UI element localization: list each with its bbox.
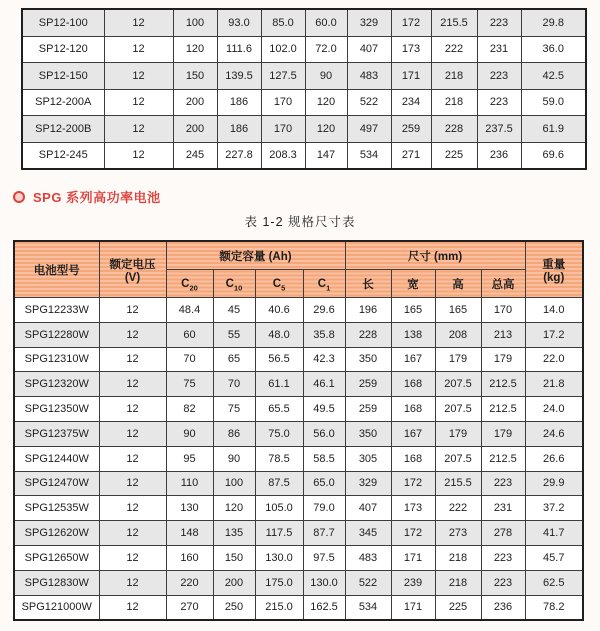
value-cell: 160 [166, 545, 213, 570]
value-cell: 70 [166, 347, 213, 372]
value-cell: 69.6 [521, 142, 586, 169]
table-row [14, 570, 583, 595]
value-cell: 41.7 [525, 521, 583, 546]
value-cell: 24.6 [525, 421, 583, 446]
value-cell: 12 [104, 89, 173, 116]
header-capacity-group: 额定容量 (Ah) [166, 241, 345, 270]
value-cell: 127.5 [261, 63, 305, 90]
header-voltage-label: 额定电压 [109, 258, 156, 271]
value-cell: 168 [391, 397, 435, 422]
value-cell: 239 [391, 570, 435, 595]
value-cell: 120 [213, 496, 255, 521]
value-cell: 75 [213, 397, 255, 422]
value-cell: 29.6 [303, 298, 345, 323]
header-model: 电池型号 [14, 241, 99, 298]
circle-bullet-icon [13, 191, 25, 203]
value-cell: 12 [99, 595, 166, 620]
value-cell: 12 [104, 9, 173, 36]
value-cell: 29.8 [521, 9, 586, 36]
value-cell: 227.8 [217, 142, 261, 169]
model-cell: SPG12375W [14, 421, 99, 446]
c5-base: C [272, 277, 282, 290]
value-cell: 167 [391, 347, 435, 372]
value-cell: 223 [481, 471, 525, 496]
value-cell: 271 [391, 142, 431, 169]
model-cell: SPG12470W [14, 471, 99, 496]
table-row [22, 89, 586, 116]
header-size-group: 尺寸 (mm) [345, 241, 525, 270]
value-cell: 173 [391, 36, 431, 63]
model-cell: SPG12320W [14, 372, 99, 397]
value-cell: 135 [213, 521, 255, 546]
value-cell: 172 [391, 9, 431, 36]
value-cell: 168 [391, 446, 435, 471]
value-cell: 148 [166, 521, 213, 546]
value-cell: 245 [173, 142, 217, 169]
value-cell: 42.3 [303, 347, 345, 372]
table-row [14, 471, 583, 496]
value-cell: 65.0 [303, 471, 345, 496]
value-cell: 222 [435, 496, 481, 521]
value-cell: 65.5 [255, 397, 303, 422]
value-cell: 218 [431, 63, 477, 90]
value-cell: 58.5 [303, 446, 345, 471]
value-cell: 168 [391, 372, 435, 397]
value-cell: 350 [345, 421, 391, 446]
value-cell: 12 [99, 570, 166, 595]
value-cell: 170 [261, 116, 305, 143]
header-c10 [213, 270, 255, 298]
table-row [14, 521, 583, 546]
value-cell: 179 [481, 347, 525, 372]
value-cell: 208.3 [261, 142, 305, 169]
value-cell: 250 [213, 595, 255, 620]
header-total-height: 总高 [481, 270, 525, 298]
c20-sub: 20 [189, 282, 198, 292]
value-cell: 223 [477, 89, 521, 116]
value-cell: 49.5 [303, 397, 345, 422]
c20-base: C [181, 277, 190, 290]
table-row [14, 298, 583, 323]
value-cell: 162.5 [303, 595, 345, 620]
value-cell: 22.0 [525, 347, 583, 372]
value-cell: 130.0 [303, 570, 345, 595]
header-weight-unit: (kg) [543, 271, 565, 284]
value-cell: 208 [435, 322, 481, 347]
table-row [14, 446, 583, 471]
c1-base: C [317, 277, 327, 290]
value-cell: 225 [435, 595, 481, 620]
value-cell: 179 [435, 421, 481, 446]
value-cell: 17.2 [525, 322, 583, 347]
model-cell: SPG121000W [14, 595, 99, 620]
value-cell: 534 [347, 142, 391, 169]
value-cell: 207.5 [435, 446, 481, 471]
value-cell: 97.5 [303, 545, 345, 570]
value-cell: 278 [481, 521, 525, 546]
value-cell: 231 [481, 496, 525, 521]
table-row [14, 372, 583, 397]
value-cell: 172 [391, 521, 435, 546]
model-cell: SPG12280W [14, 322, 99, 347]
value-cell: 150 [173, 63, 217, 90]
value-cell: 120 [305, 89, 347, 116]
value-cell: 273 [435, 521, 481, 546]
spg-spec-table [13, 240, 584, 621]
value-cell: 207.5 [435, 397, 481, 422]
value-cell: 12 [104, 63, 173, 90]
value-cell: 45 [213, 298, 255, 323]
value-cell: 100 [213, 471, 255, 496]
value-cell: 40.6 [255, 298, 303, 323]
c10-base: C [225, 277, 234, 290]
table-row [14, 397, 583, 422]
value-cell: 138 [391, 322, 435, 347]
value-cell: 110 [166, 471, 213, 496]
model-cell: SP12-245 [22, 142, 104, 169]
value-cell: 29.9 [525, 471, 583, 496]
value-cell: 105.0 [255, 496, 303, 521]
table-row [22, 142, 586, 169]
value-cell: 212.5 [481, 446, 525, 471]
value-cell: 62.5 [525, 570, 583, 595]
value-cell: 215.5 [431, 9, 477, 36]
sp12-spec-table [21, 8, 587, 170]
table-row [14, 347, 583, 372]
value-cell: 26.6 [525, 446, 583, 471]
c10-sub: 10 [233, 282, 243, 292]
value-cell: 175.0 [255, 570, 303, 595]
table-row [14, 322, 583, 347]
value-cell: 86 [213, 421, 255, 446]
value-cell: 345 [345, 521, 391, 546]
value-cell: 35.8 [303, 322, 345, 347]
header-length: 长 [345, 270, 391, 298]
value-cell: 179 [481, 421, 525, 446]
header-width: 宽 [391, 270, 435, 298]
value-cell: 12 [104, 36, 173, 63]
value-cell: 102.0 [261, 36, 305, 63]
table-row [14, 595, 583, 620]
model-cell: SPG12535W [14, 496, 99, 521]
value-cell: 172 [391, 471, 435, 496]
value-cell: 186 [217, 89, 261, 116]
value-cell: 165 [435, 298, 481, 323]
value-cell: 167 [391, 421, 435, 446]
spg-table-body [14, 298, 583, 621]
model-cell: SP12-100 [22, 9, 104, 36]
value-cell: 213 [481, 322, 525, 347]
value-cell: 48.0 [255, 322, 303, 347]
header-voltage-unit: (V) [124, 271, 141, 284]
header-c1 [303, 270, 345, 298]
section-header [13, 187, 161, 206]
value-cell: 12 [99, 521, 166, 546]
value-cell: 117.5 [255, 521, 303, 546]
value-cell: 223 [481, 570, 525, 595]
value-cell: 24.0 [525, 397, 583, 422]
table-row [22, 63, 586, 90]
value-cell: 130.0 [255, 545, 303, 570]
value-cell: 100 [173, 9, 217, 36]
value-cell: 179 [435, 347, 481, 372]
value-cell: 12 [99, 496, 166, 521]
value-cell: 79.0 [303, 496, 345, 521]
value-cell: 234 [391, 89, 431, 116]
value-cell: 497 [347, 116, 391, 143]
value-cell: 215.5 [435, 471, 481, 496]
table-caption: 表 1-2 规格尺寸表 [244, 215, 356, 229]
value-cell: 259 [391, 116, 431, 143]
value-cell: 60.0 [305, 9, 347, 36]
table-row [22, 36, 586, 63]
value-cell: 220 [166, 570, 213, 595]
value-cell: 12 [99, 397, 166, 422]
value-cell: 75.0 [255, 421, 303, 446]
value-cell: 36.0 [521, 36, 586, 63]
value-cell: 12 [99, 545, 166, 570]
value-cell: 48.4 [166, 298, 213, 323]
value-cell: 212.5 [481, 372, 525, 397]
value-cell: 329 [345, 471, 391, 496]
value-cell: 70 [213, 372, 255, 397]
value-cell: 173 [391, 496, 435, 521]
value-cell: 90 [166, 421, 213, 446]
value-cell: 12 [99, 471, 166, 496]
value-cell: 120 [173, 36, 217, 63]
value-cell: 483 [347, 63, 391, 90]
value-cell: 218 [431, 89, 477, 116]
model-cell: SPG12620W [14, 521, 99, 546]
value-cell: 329 [347, 9, 391, 36]
value-cell: 150 [213, 545, 255, 570]
header-height: 高 [435, 270, 481, 298]
value-cell: 305 [345, 446, 391, 471]
value-cell: 46.1 [303, 372, 345, 397]
value-cell: 171 [391, 595, 435, 620]
value-cell: 12 [104, 116, 173, 143]
sp12-table-body [22, 9, 586, 169]
value-cell: 72.0 [305, 36, 347, 63]
value-cell: 60 [166, 322, 213, 347]
value-cell: 200 [173, 89, 217, 116]
value-cell: 225 [431, 142, 477, 169]
value-cell: 259 [345, 397, 391, 422]
value-cell: 56.5 [255, 347, 303, 372]
value-cell: 522 [345, 570, 391, 595]
value-cell: 87.7 [303, 521, 345, 546]
value-cell: 223 [477, 63, 521, 90]
model-cell: SP12-200B [22, 116, 104, 143]
model-cell: SPG12650W [14, 545, 99, 570]
value-cell: 212.5 [481, 397, 525, 422]
value-cell: 65 [213, 347, 255, 372]
header-row-groups [14, 241, 583, 270]
value-cell: 407 [345, 496, 391, 521]
value-cell: 171 [391, 545, 435, 570]
value-cell: 120 [305, 116, 347, 143]
value-cell: 12 [99, 421, 166, 446]
table-row [22, 116, 586, 143]
value-cell: 207.5 [435, 372, 481, 397]
value-cell: 55 [213, 322, 255, 347]
value-cell: 231 [477, 36, 521, 63]
value-cell: 130 [166, 496, 213, 521]
value-cell: 200 [213, 570, 255, 595]
value-cell: 147 [305, 142, 347, 169]
value-cell: 200 [173, 116, 217, 143]
value-cell: 42.5 [521, 63, 586, 90]
value-cell: 270 [166, 595, 213, 620]
value-cell: 61.1 [255, 372, 303, 397]
value-cell: 82 [166, 397, 213, 422]
section-title: SPG 系列高功率电池 [33, 190, 161, 205]
model-cell: SPG12233W [14, 298, 99, 323]
value-cell: 78.2 [525, 595, 583, 620]
value-cell: 95 [166, 446, 213, 471]
value-cell: 37.2 [525, 496, 583, 521]
value-cell: 78.5 [255, 446, 303, 471]
value-cell: 236 [481, 595, 525, 620]
model-cell: SPG12440W [14, 446, 99, 471]
c5-sub: 5 [281, 282, 286, 292]
table-row [14, 545, 583, 570]
model-cell: SPG12310W [14, 347, 99, 372]
header-voltage [99, 241, 166, 298]
value-cell: 85.0 [261, 9, 305, 36]
value-cell: 14.0 [525, 298, 583, 323]
model-cell: SP12-200A [22, 89, 104, 116]
value-cell: 87.5 [255, 471, 303, 496]
value-cell: 171 [391, 63, 431, 90]
c1-sub: 1 [326, 282, 331, 292]
value-cell: 93.0 [217, 9, 261, 36]
value-cell: 90 [305, 63, 347, 90]
value-cell: 228 [345, 322, 391, 347]
value-cell: 522 [347, 89, 391, 116]
value-cell: 237.5 [477, 116, 521, 143]
value-cell: 186 [217, 116, 261, 143]
value-cell: 12 [99, 322, 166, 347]
value-cell: 61.9 [521, 116, 586, 143]
table-row [22, 9, 586, 36]
value-cell: 12 [99, 446, 166, 471]
model-cell: SP12-150 [22, 63, 104, 90]
table-row [14, 496, 583, 521]
value-cell: 170 [481, 298, 525, 323]
header-weight [525, 241, 583, 298]
header-weight-label: 重量 [542, 258, 566, 271]
value-cell: 165 [391, 298, 435, 323]
value-cell: 222 [431, 36, 477, 63]
header-c20 [166, 270, 213, 298]
table-row [14, 421, 583, 446]
value-cell: 56.0 [303, 421, 345, 446]
model-cell: SPG12350W [14, 397, 99, 422]
value-cell: 45.7 [525, 545, 583, 570]
value-cell: 12 [99, 347, 166, 372]
value-cell: 12 [99, 298, 166, 323]
value-cell: 228 [431, 116, 477, 143]
value-cell: 534 [345, 595, 391, 620]
value-cell: 218 [435, 570, 481, 595]
value-cell: 215.0 [255, 595, 303, 620]
model-cell: SP12-120 [22, 36, 104, 63]
value-cell: 139.5 [217, 63, 261, 90]
value-cell: 196 [345, 298, 391, 323]
value-cell: 12 [104, 142, 173, 169]
value-cell: 90 [213, 446, 255, 471]
value-cell: 483 [345, 545, 391, 570]
value-cell: 75 [166, 372, 213, 397]
spg-table-header [14, 241, 583, 298]
value-cell: 218 [435, 545, 481, 570]
value-cell: 350 [345, 347, 391, 372]
value-cell: 259 [345, 372, 391, 397]
value-cell: 59.0 [521, 89, 586, 116]
value-cell: 21.8 [525, 372, 583, 397]
value-cell: 170 [261, 89, 305, 116]
value-cell: 223 [477, 9, 521, 36]
value-cell: 407 [347, 36, 391, 63]
value-cell: 12 [99, 372, 166, 397]
header-c5 [255, 270, 303, 298]
value-cell: 236 [477, 142, 521, 169]
model-cell: SPG12830W [14, 570, 99, 595]
value-cell: 111.6 [217, 36, 261, 63]
value-cell: 223 [481, 545, 525, 570]
